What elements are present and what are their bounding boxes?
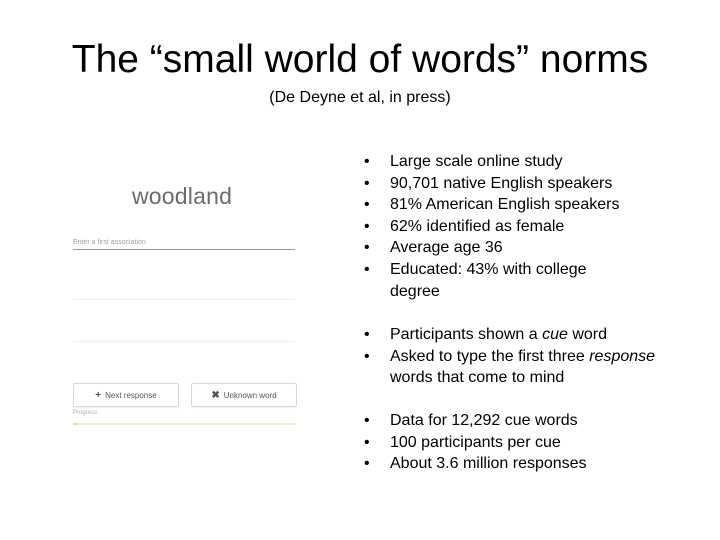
list-item bbox=[364, 237, 634, 259]
second-response-line bbox=[73, 299, 295, 300]
cue-term: cue bbox=[542, 326, 568, 343]
list-item-text: Average age 36 bbox=[390, 239, 503, 257]
list-item bbox=[364, 194, 634, 216]
list-item bbox=[364, 346, 690, 389]
unknown-word-label: Unknown word bbox=[223, 390, 277, 400]
bullet-marker: • bbox=[364, 260, 370, 278]
bullet-marker: • bbox=[364, 239, 370, 257]
x-icon: ✖ bbox=[211, 389, 220, 401]
bullet-marker: • bbox=[364, 153, 370, 170]
slide-title: The “small world of words” norms bbox=[71, 38, 649, 81]
list-item bbox=[364, 259, 634, 302]
list-item bbox=[364, 324, 690, 346]
list-item-text: Educated: 43% with college degree bbox=[390, 260, 587, 300]
bullet-marker: • bbox=[364, 174, 370, 192]
list-item bbox=[364, 216, 634, 238]
list-item bbox=[364, 151, 634, 173]
procedure-list bbox=[364, 324, 690, 389]
association-input-underline bbox=[73, 249, 295, 250]
association-input-placeholder: Enter a first association bbox=[73, 239, 146, 246]
list-item-text: Large scale online study bbox=[390, 153, 563, 170]
list-item bbox=[364, 453, 587, 475]
dataset-list bbox=[364, 410, 587, 475]
next-response-button[interactable] bbox=[73, 383, 179, 407]
bullet-marker: • bbox=[364, 196, 370, 214]
bullet-marker: • bbox=[364, 412, 370, 429]
list-item-text: word bbox=[567, 326, 607, 343]
bullet-marker: • bbox=[364, 217, 370, 235]
list-item-text: 90,701 native English speakers bbox=[390, 174, 613, 192]
bullet-marker: • bbox=[364, 433, 370, 451]
list-item-text: 62% identified as female bbox=[390, 217, 565, 235]
slide-subtitle: (De Deyne et al, in press) bbox=[269, 89, 451, 106]
cue-word: woodland bbox=[132, 183, 233, 209]
third-response-line bbox=[73, 341, 295, 342]
list-item bbox=[364, 173, 634, 195]
progress-label: Progress bbox=[73, 410, 98, 416]
list-item-text: 100 participants per cue bbox=[390, 433, 561, 451]
list-item bbox=[364, 410, 587, 432]
list-item bbox=[364, 432, 587, 454]
study-facts-list bbox=[364, 151, 634, 302]
list-item-text: Data for 12,292 cue words bbox=[390, 412, 578, 429]
bullet-marker: • bbox=[364, 347, 370, 365]
bullet-marker: • bbox=[364, 326, 370, 343]
list-item-text: Asked to type the first three bbox=[390, 347, 590, 365]
progress-bar bbox=[73, 423, 295, 425]
next-response-label: Next response bbox=[105, 390, 157, 400]
list-item-text: Participants shown a bbox=[390, 326, 543, 343]
list-item-text: 81% American English speakers bbox=[390, 196, 620, 214]
plus-icon: + bbox=[95, 389, 102, 401]
progress-fill bbox=[73, 423, 77, 425]
bullet-marker: • bbox=[364, 455, 370, 473]
response-term: response bbox=[589, 347, 656, 365]
list-item-text: About 3.6 million responses bbox=[390, 455, 587, 473]
study-screenshot bbox=[70, 178, 298, 438]
list-item-text: words that come to mind bbox=[390, 369, 565, 387]
unknown-word-button[interactable] bbox=[191, 383, 297, 407]
